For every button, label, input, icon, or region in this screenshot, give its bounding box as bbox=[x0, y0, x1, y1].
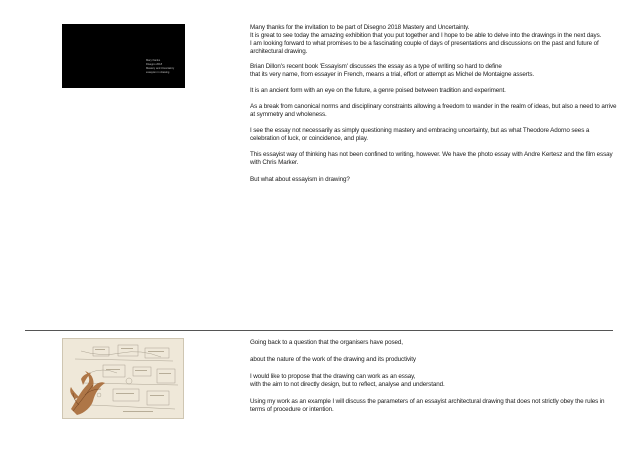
speaker-notes-1 bbox=[250, 24, 620, 184]
slide-thumbnail-title[interactable] bbox=[62, 24, 185, 88]
note-paragraph: I see the essay not necessarily as simply questioning mastery and embracing uncertainty, but as what Theodore Adorno sees a celebration of luck, or coincidence, and play. bbox=[250, 127, 590, 142]
thumb-line: Mastery and Uncertainty bbox=[146, 67, 175, 70]
note-paragraph: This essayist way of thinking has not been confined to writing, however. We have the photo essay with Andre Kertesz and the film essay with Chris Marker. bbox=[250, 151, 613, 166]
note-paragraph: Using my work as an example I will discuss the parameters of an essayist architectural drawing that does not strictly obey the rules in terms of procedure or intention. bbox=[250, 398, 605, 413]
page-divider bbox=[25, 330, 613, 331]
thumb-line: Mary thanks bbox=[146, 59, 161, 62]
speaker-notes-2 bbox=[250, 339, 620, 414]
note-paragraph: Brian Dillon's recent book 'Essayism' discusses the essay as a type of writing so hard to define that its very name, from essayer in French, means a trial, effort or attempt as Michel de Montaigne asserts. bbox=[250, 63, 535, 78]
note-paragraph: Many thanks for the invitation to be part of Disegno 2018 Mastery and Uncertainty. It is great to see today the amazing exhibition that you put together and I hope to be able to delve into the drawings in the next days. I am looking forward to what promises to be a fascinating couple of days of presentations and discussions on the past and future of architectural drawing. bbox=[250, 24, 602, 55]
note-paragraph: I would like to propose that the drawing can work as an essay, with the aim to not directly design, but to reflect, analyse and understand. bbox=[250, 373, 445, 388]
note-paragraph: It is an ancient form with an eye on the future, a genre poised between tradition and experiment. bbox=[250, 87, 506, 94]
thumb-line: essayism in drawing bbox=[146, 71, 170, 74]
note-paragraph: Going back to a question that the organisers have posed, bbox=[250, 339, 403, 346]
note-paragraph: As a break from canonical norms and disciplinary constraints allowing a freedom to wander in the realm of ideas, but also a need to arrive at symmetry and wholeness. bbox=[250, 103, 617, 118]
slide-thumbnail-drawing[interactable] bbox=[62, 338, 184, 419]
note-paragraph: But what about essayism in drawing? bbox=[250, 176, 350, 183]
note-paragraph: about the nature of the work of the drawing and its productivity bbox=[250, 356, 416, 363]
thumb-line: Disegno 2018 bbox=[146, 63, 163, 66]
architectural-drawing-image bbox=[63, 339, 183, 418]
